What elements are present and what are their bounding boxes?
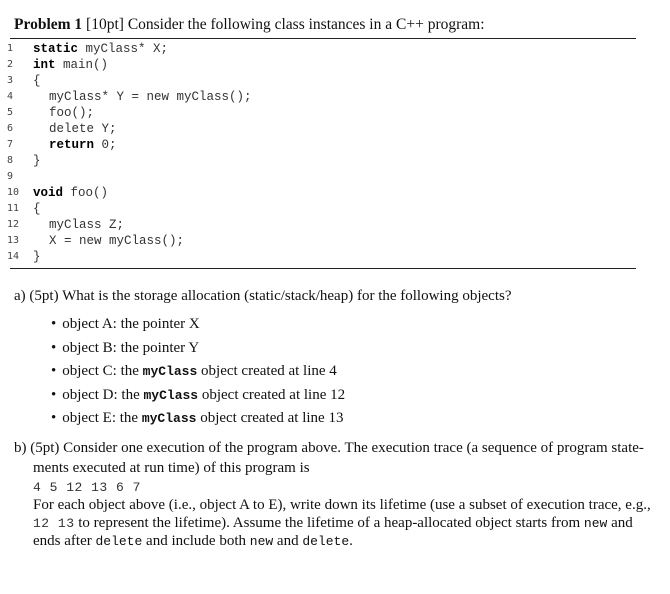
class-name: myClass: [142, 364, 198, 379]
code-bottom-rule: [10, 268, 636, 269]
part-a-text: What is the storage allocation (static/stack/heap) for the following objects?: [62, 288, 512, 304]
item-text: object B: the pointer Y: [62, 339, 200, 356]
code-text: [49, 234, 184, 248]
code-rest: }: [33, 250, 41, 264]
part-b-line1: [14, 440, 644, 457]
code-rest: main(): [55, 58, 109, 72]
part-a-item: [51, 316, 200, 333]
trace-example: 12 13: [33, 516, 75, 531]
code-text: [49, 122, 117, 136]
code-text: [33, 74, 41, 88]
code-text: [49, 106, 94, 120]
item-text: object D: the: [62, 386, 144, 403]
part-b-line4: For each object above (i.e., object A to E), write down its lifetime (use a subset of execution trace, e.g.,: [33, 497, 651, 513]
line-number: 3: [7, 75, 14, 86]
part-b-line2: ments executed at run time) of this program is: [33, 460, 310, 476]
part-b-points: (5pt): [30, 440, 60, 456]
code-text: [33, 154, 41, 168]
code-rest: {: [33, 202, 41, 216]
line-number: 10: [7, 187, 20, 198]
part-a-item: [51, 387, 345, 404]
line-number: 4: [7, 91, 14, 102]
class-name: myClass: [141, 411, 197, 426]
item-text: object E: the: [62, 410, 142, 426]
part-b-line5-text: to represent the lifetime). Assume the lifetime of a heap-allocated object starts from: [74, 515, 584, 531]
part-b-line6-text: ends after: [33, 533, 96, 549]
part-a-label: a): [14, 288, 26, 304]
code-keyword: int: [33, 58, 56, 72]
keyword-delete: delete: [95, 534, 143, 549]
keyword-delete-2: delete: [302, 534, 350, 549]
code-keyword: static: [33, 42, 79, 56]
line-number: 14: [7, 251, 20, 262]
code-text: [33, 202, 41, 216]
code-text: [49, 138, 117, 152]
part-b-line6: [33, 533, 353, 550]
part-b-line6-mid: and include both: [142, 533, 250, 549]
item-text-suffix: object created at line 4: [197, 363, 337, 379]
item-text: object A: the pointer X: [62, 316, 200, 332]
code-rest: myClass Z;: [49, 218, 125, 232]
code-rest: 0;: [94, 138, 117, 152]
problem-title: [14, 16, 485, 34]
part-b-line5: [33, 515, 633, 532]
code-text: [49, 90, 252, 104]
code-text: [49, 218, 124, 232]
keyword-new: new: [583, 516, 608, 531]
keyword-new-2: new: [249, 534, 274, 549]
code-rest: myClass* X;: [78, 42, 169, 56]
line-number: 11: [7, 203, 20, 214]
code-rest: {: [33, 74, 41, 88]
code-text: [33, 250, 41, 264]
code-rest: }: [33, 154, 41, 168]
problem-label: Problem 1: [14, 16, 83, 33]
line-number: 1: [7, 43, 14, 54]
line-number: 13: [7, 235, 20, 246]
code-rest: foo();: [49, 106, 95, 120]
code-rest: X = new myClass();: [49, 234, 185, 248]
part-a-item: [51, 340, 199, 357]
line-number: 7: [7, 139, 14, 150]
part-a-points: (5pt): [29, 288, 59, 304]
line-number: 2: [7, 59, 14, 70]
code-text: [33, 42, 168, 56]
code-text: [33, 186, 108, 200]
part-a-item: [51, 363, 337, 380]
code-text: [33, 58, 108, 72]
code-rest: delete Y;: [49, 122, 117, 136]
part-b-line5-end: and: [607, 515, 633, 531]
class-name: myClass: [143, 387, 199, 403]
line-number: 12: [7, 219, 20, 230]
part-b-line6-period: .: [349, 533, 353, 549]
bullet-icon: •: [51, 316, 57, 332]
line-number: 6: [7, 123, 14, 134]
item-text: object C: the: [62, 363, 143, 379]
bullet-icon: •: [51, 410, 57, 426]
code-keyword: return: [49, 138, 95, 152]
code-rest: foo(): [63, 186, 109, 200]
part-a-item: [51, 410, 343, 427]
code-keyword: void: [33, 186, 64, 200]
part-b-label: b): [14, 440, 27, 456]
part-b-text1: Consider one execution of the program above. The execution trace (a sequence of program state-: [63, 440, 644, 456]
bullet-icon: •: [51, 363, 57, 379]
item-text-suffix: object created at line 13: [196, 410, 344, 426]
item-text-suffix: object created at line 12: [198, 386, 346, 403]
line-number: 9: [7, 171, 14, 182]
bullet-icon: •: [51, 339, 57, 356]
part-a-question: [14, 288, 512, 305]
code-rest: myClass* Y = new myClass();: [49, 90, 252, 104]
problem-intro: Consider the following class instances in a C++ program:: [127, 16, 485, 33]
bullet-icon: •: [51, 386, 57, 403]
code-top-rule: [10, 38, 636, 39]
execution-trace: 4 5 12 13 6 7: [33, 480, 141, 495]
line-number: 5: [7, 107, 14, 118]
line-number: 8: [7, 155, 14, 166]
problem-points: [10pt]: [86, 16, 124, 33]
part-b-line6-and: and: [273, 533, 303, 549]
